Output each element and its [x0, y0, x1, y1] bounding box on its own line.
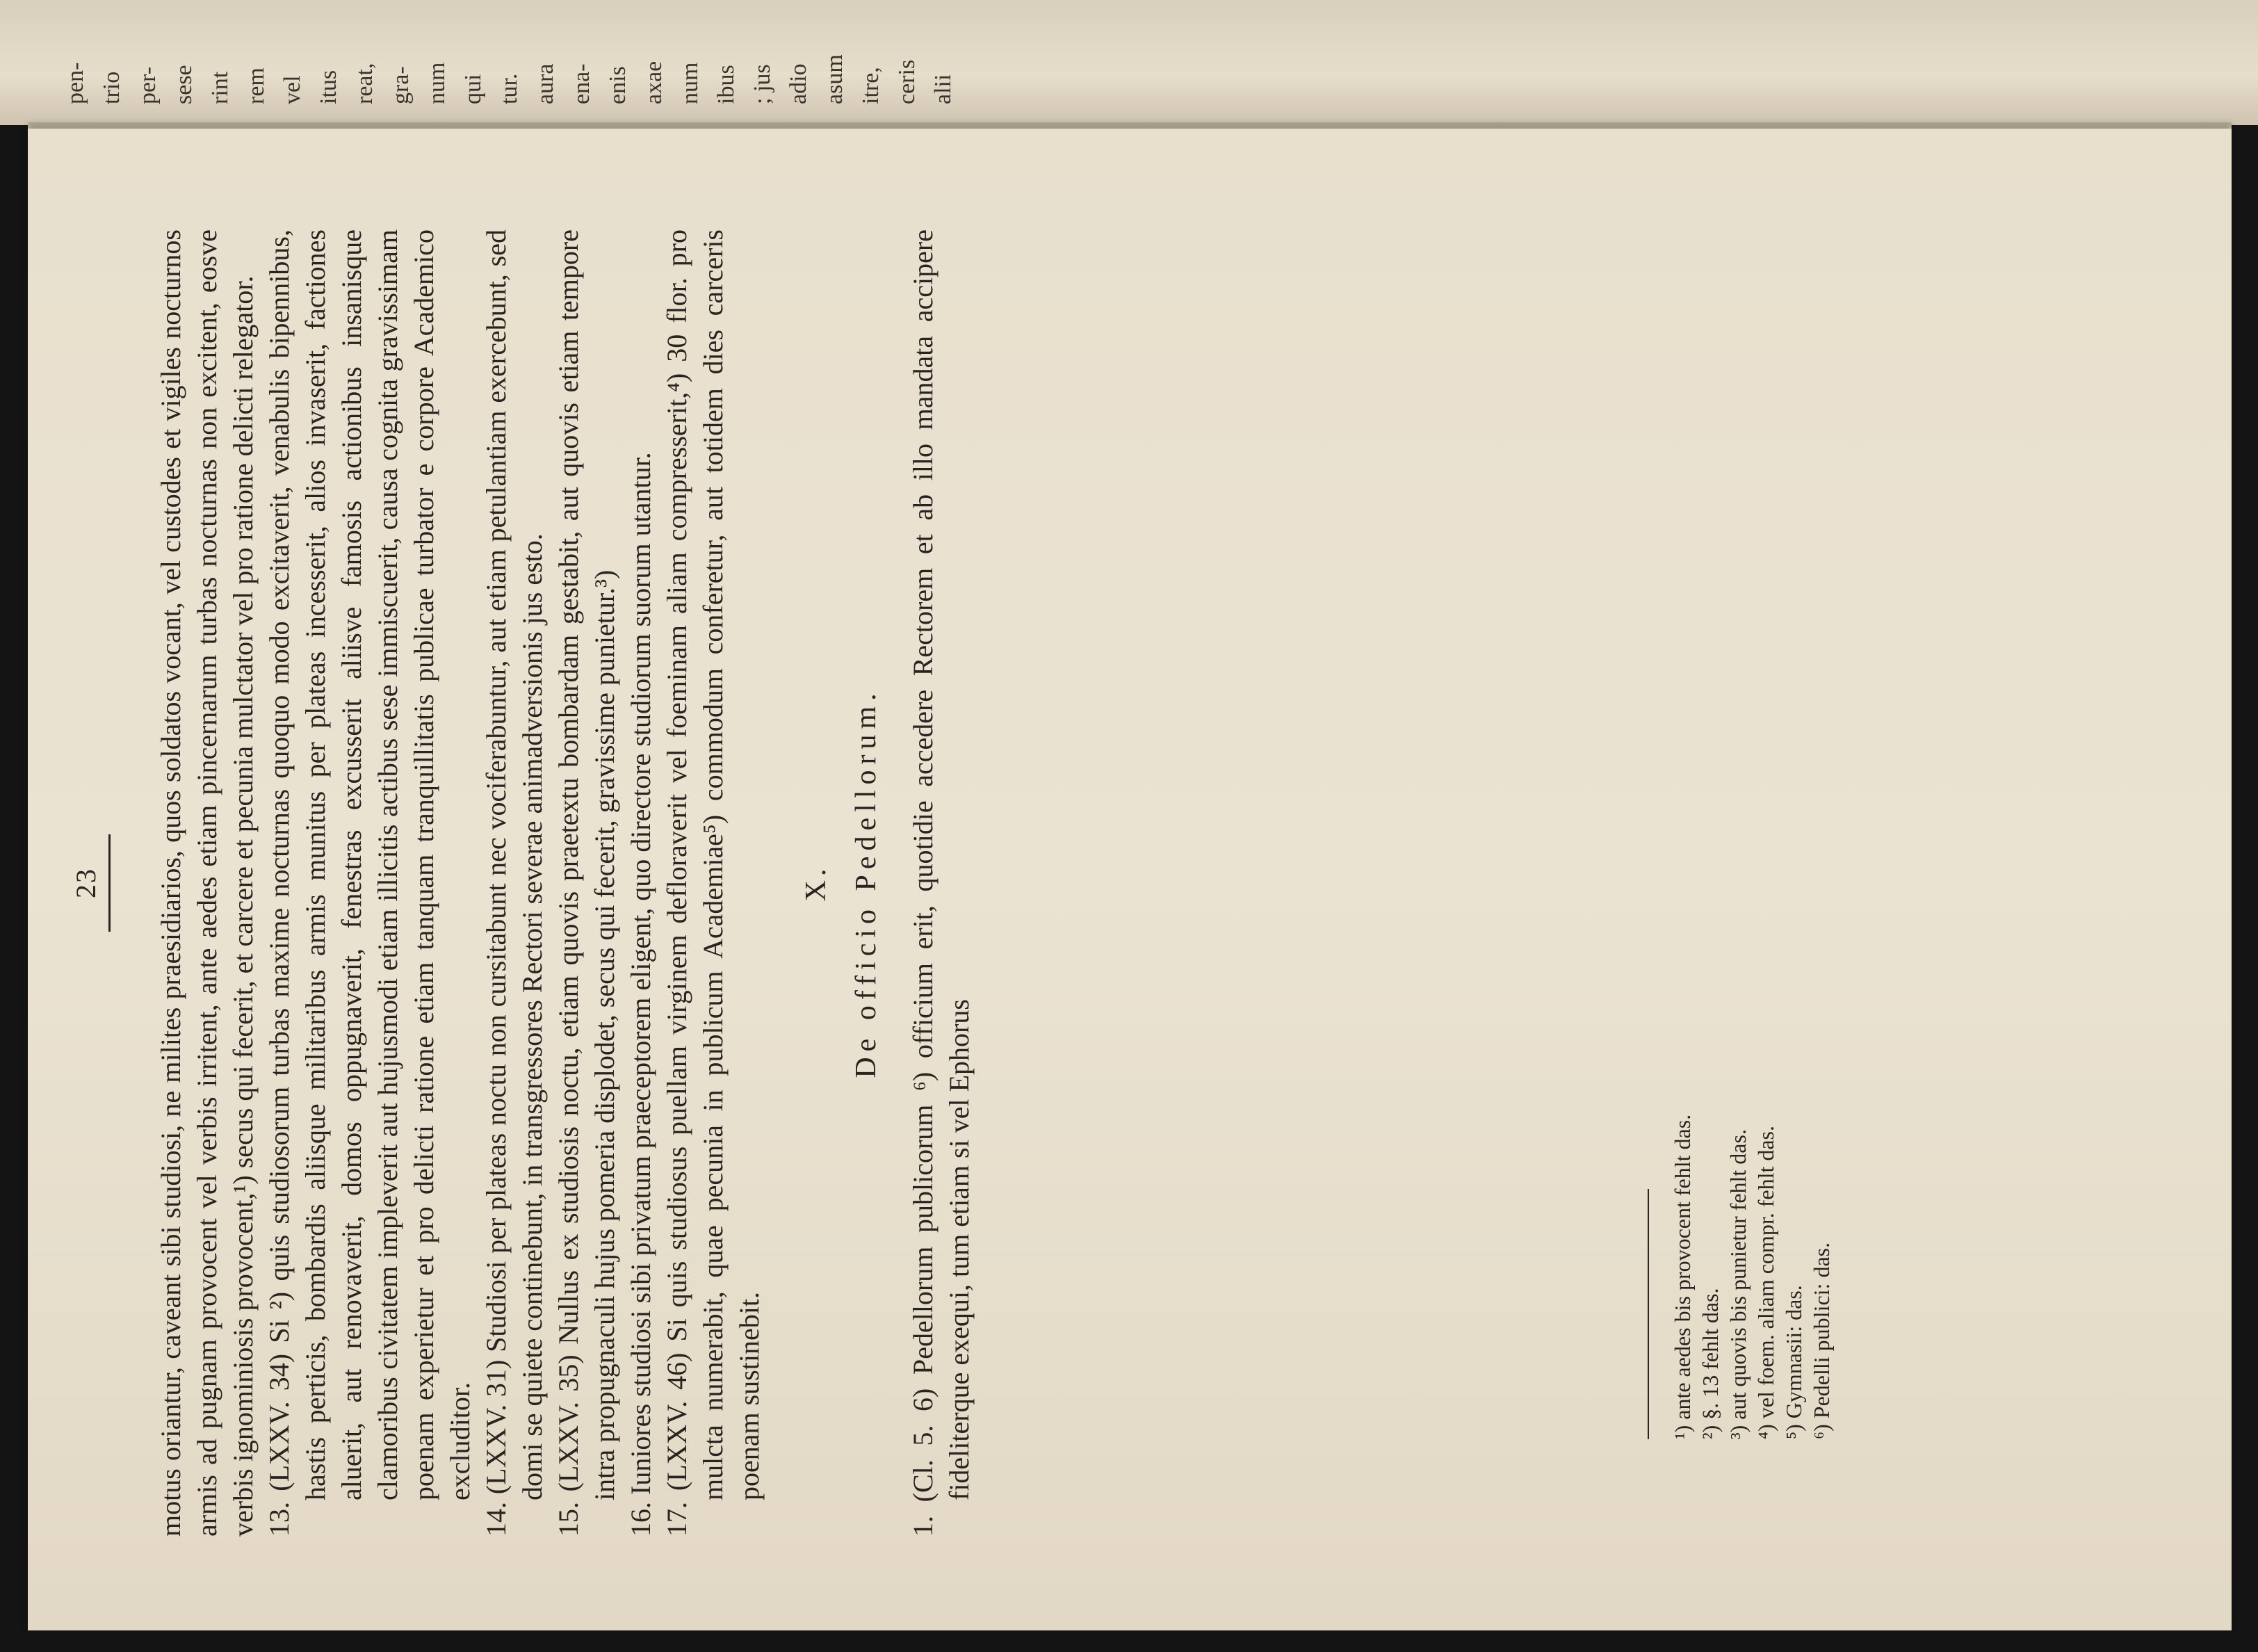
- facing-page-fragment: per-: [135, 66, 161, 104]
- facing-page-fragment: pen-: [63, 62, 88, 104]
- facing-page-edge-text: [42, 0, 2218, 125]
- facing-page-fragment: axae: [641, 60, 667, 104]
- facing-page-fragment: aura: [533, 63, 558, 104]
- footnote-rule: [1648, 1189, 1649, 1439]
- facing-page-fragment: ena-: [569, 63, 594, 104]
- paragraph-17: 17. (LXXV. 46) Si quis studiosus puellam virginem defloraverit vel foeminam aliam compresserit,⁴) 30 flor. pro mulcta numerabit, quae pecunia in publicum Academiae⁵) commodum conferetur, aut totidem dies carceris poenam sustinebit.: [661, 229, 765, 1537]
- facing-page-fragment: asum: [822, 54, 847, 104]
- page-number: 23: [70, 868, 101, 898]
- facing-page-fragment: ; jus: [749, 64, 775, 104]
- facing-page-fragment: alii: [930, 74, 956, 104]
- footnote-4: ⁴) vel foem. aliam compr. fehlt das.: [1753, 1125, 1778, 1439]
- facing-page-fragment: reat,: [352, 63, 377, 104]
- section-title: De officio Pedellorum.: [850, 688, 882, 1078]
- facing-page-fragment: itus: [316, 70, 341, 104]
- main-text: [153, 229, 977, 1537]
- facing-page-fragment: itre,: [858, 67, 884, 104]
- facing-page-fragment: ibus: [713, 65, 739, 104]
- paragraph-16: 16. Iuniores studiosi sibi privatum praeceptorem eligent, quo directore studiorum suorum utantur.: [625, 452, 656, 1537]
- facing-page-fragment: rem: [243, 67, 269, 104]
- footnote-1: ¹) ante aedes bis provocent fehlt das.: [1670, 1114, 1695, 1439]
- footnote-3: ³) aut quovis bis punietur fehlt das.: [1725, 1129, 1751, 1439]
- facing-page-fragment: adio: [786, 63, 811, 104]
- paragraph-intro: motus oriantur, caveant sibi studiosi, ne milites praesidiarios, quos soldatos vocant, vel custodes et vigiles nocturnos armis ad pugnam provocent vel verbis irritent, ante aedes etiam pincernarum turbas nocturnas non excitent, eosve verbis ignominiosis provocent,¹) secus qui fecerit, et carcere et pecunia mulctator vel pro ratione delicti relegator.: [155, 229, 259, 1537]
- facing-page-fragment: gra-: [388, 66, 414, 104]
- section-number: X.: [800, 864, 832, 902]
- paragraph-13: 13. (LXXV. 34) Si ²) quis studiosorum turbas maxime nocturnas quoquo modo excitaverit, venabulis bipennibus, hastis perticis, bombardis aliisque militaribus armis munitus per plateas incesserit, alios invaserit, factiones aluerit, aut renovaverit, domos oppugnaverit, fenestras excusserit aliisve famosis actionibus insanisque clamoribus civitatem impleverit aut hujusmodi etiam illicitis actibus sese immiscuerit, causa cognita gravissimam poenam experietur et pro delicti ratione etiam tanquam tranquillitatis publicae turbator e corpore Academico excluditor.: [263, 229, 476, 1537]
- page-number-rule: [108, 834, 111, 932]
- footnote-6: ⁶) Pedelli publici: das.: [1809, 1242, 1834, 1439]
- facing-page-fragment: tur.: [496, 73, 522, 104]
- page-content: [70, 229, 2155, 1537]
- facing-page-fragment: qui: [460, 74, 486, 104]
- facing-page-fragment: num: [677, 62, 703, 104]
- facing-page-fragment: enis: [605, 66, 631, 104]
- facing-page-fragment: vel: [279, 75, 305, 104]
- footnote-2: ²) §. 13 fehlt das.: [1698, 1288, 1723, 1439]
- document-page: [28, 129, 2232, 1630]
- footnote-5: ⁵) Gymnasii: das.: [1781, 1285, 1806, 1439]
- footnotes: [1668, 813, 1835, 1439]
- facing-page-fragment: trio: [99, 71, 124, 104]
- section-paragraph-1: 1. (Cl. 5. 6) Pedellorum publicorum ⁶) officium erit, quotidie accedere Rectorem et ab illo mandata accipere fideliterque exequi, tum etiam si vel Ephorus: [907, 229, 975, 1537]
- facing-page-fragment: ceris: [894, 59, 920, 104]
- rotated-page-frame: [28, 129, 2232, 1630]
- paragraph-15: 15. (LXXV. 35) Nullus ex studiosis noctu, etiam quovis praetextu bombardam gestabit, aut quovis etiam tempore intra propugnaculi hujus pomeria displodet, secus qui fecerit, gravissime punietur.³): [553, 229, 620, 1537]
- facing-page-fragment: num: [424, 62, 450, 104]
- paragraph-14: 14. (LXXV. 31) Studiosi per plateas noctu non cursitabunt nec vociferabuntur, aut etiam petulantiam exercebunt, sed domi se quiete continebunt, in transgressores Rectori severae animadversionis jus esto.: [480, 229, 548, 1537]
- facing-page-fragment: sese: [171, 65, 197, 104]
- facing-page-fragment: rint: [207, 71, 233, 104]
